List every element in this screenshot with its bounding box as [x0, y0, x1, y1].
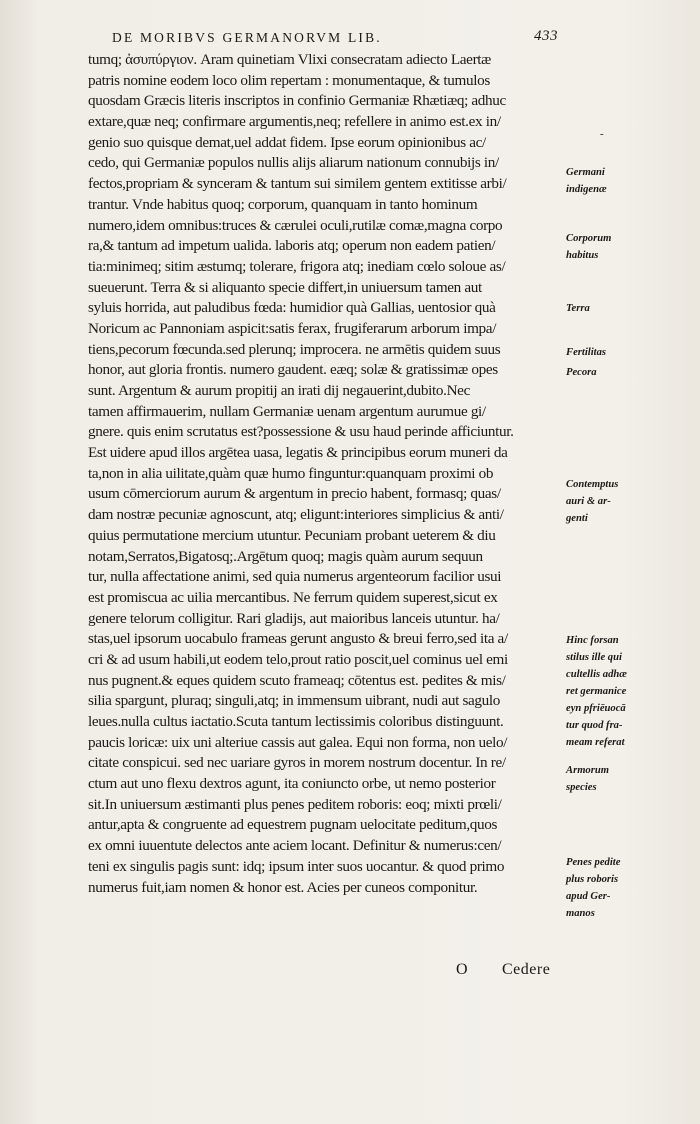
text-line: dam nostræ pecuniæ agnoscunt, atq; eligunt:interiores simplicius & anti/: [88, 506, 504, 524]
marginal-note-armorum: [566, 764, 686, 794]
text-line: sunt. Argentum & aurum propitij an irati dij negauerint,dubito.Nec: [88, 382, 470, 399]
catchword: Cedere: [502, 961, 551, 978]
text-line: Est uidere apud illos argētea uasa, legatis & principibus eorum muneri da: [88, 444, 508, 462]
text-line: silia spargunt, pluraq; singuli,atq; in immensum uibrant, nudi aut sagulo: [88, 692, 501, 710]
text-line: trantur. Vnde habitus quoq; corporum, quanquam in tanto hominum: [88, 195, 478, 213]
text-line: ex omni iuuentute delectos ante aciem locant. Definitur & numerus:cen/: [88, 837, 502, 855]
text-line: Noricum ac Pannoniam aspicit:satis ferax, frugiferarum arborum impa/: [88, 319, 497, 337]
marginal-line: Penes pedite: [566, 857, 621, 868]
text-line: numerus fuit,iam nomen & honor est. Acies per cuneos componitur.: [88, 878, 478, 896]
page-number: 433: [534, 28, 558, 44]
text-line: numero,idem omnibus:truces & cærulei oculi,rutilæ comæ,magna corpo: [88, 216, 503, 234]
marginal-line: ret germanice: [566, 686, 627, 697]
marginal-line: habitus: [566, 250, 599, 261]
text-line: patris nomine eodem loco olim repertam : monumentaque, & tumulos: [88, 71, 490, 89]
marginal-line: genti: [566, 513, 588, 524]
marginal-line: Corporum: [566, 233, 612, 244]
text-line: tia:minimeq; sitim æstumq; tolerare, frigora atq; inediam cœlo soloue as/: [88, 257, 506, 275]
text-line: genere telorum colligitur. Rari gladijs, aut maioribus lanceis utuntur. ha/: [88, 609, 500, 627]
text-line: tur, nulla affectatione animi, sed quia numerus argenteorum facilior usui: [88, 568, 502, 586]
marginal-note-fertilitas: [566, 346, 686, 359]
marginal-line: Contemptus: [566, 479, 619, 490]
text-line: usum cōmerciorum aurum & argentum in precio habent, formasq; quas/: [88, 485, 501, 503]
running-title: DE MORIBVS GERMANORVM LIB.: [112, 30, 382, 45]
marginal-note-germani: [566, 166, 686, 196]
marginal-line: eyn pfriēuocā: [566, 703, 626, 714]
marginal-line: Armorum: [566, 765, 609, 776]
marginal-line: indigenæ: [566, 184, 607, 195]
marginal-line: species: [566, 782, 597, 793]
text-line: ctum aut uno flexu dextros agunt, ita coniuncto orbe, ut nemo posterior: [88, 775, 496, 793]
text-line: gnere. quis enim scrutatus est?possessione & usu haud perinde afficiuntur.: [88, 423, 514, 441]
marginal-line: auri & ar-: [566, 496, 611, 507]
marginal-line: apud Ger-: [566, 891, 611, 902]
text-line: antur,apta & congruente ad equestrem pugnam uelocitate peditum,quos: [88, 816, 498, 834]
text-line: leues.nulla cultus iactatio.Scuta tantum lectissimis coloribus distinguunt.: [88, 713, 504, 730]
text-line: tumq; ἀσυπύργιον. Aram quinetiam Vlixi consecratam adiecto Laertæ: [88, 51, 491, 68]
signature-mark: O: [456, 961, 469, 978]
text-line: paucis loricæ: uix uni alteriue cassis aut galea. Equi non forma, non uelo/: [88, 733, 508, 751]
text-line: sueuerunt. Terra & si aliquanto specie differt,in uniuersum tamen aut: [88, 278, 482, 296]
text-line: genio suo quisque demat,uel addat fidem. Ipse eorum opinionibus ac/: [88, 133, 486, 151]
marginal-line: Terra: [566, 303, 590, 314]
text-line: cedo, qui Germaniæ populos nullis alijs aliarum nationum connubijs in/: [88, 154, 499, 172]
text-line: ta,non in alia uilitate,quàm quæ humo finguntur:quanquam proximi ob: [88, 464, 494, 482]
marginal-note-contemptus: [566, 478, 686, 525]
marginal-line: stilus ille qui: [566, 652, 622, 663]
marginal-line: Germani: [566, 167, 605, 178]
marginal-note-pecora: [566, 366, 686, 379]
text-line: notam,Serratos,Bigatosq;.Argētum quoq; magis quàm aurum sequun: [88, 547, 483, 565]
text-line: stas,uel ipsorum uocabulo frameas gerunt angusto & breui ferro,sed ita a/: [88, 630, 508, 648]
marginal-note-hinc-forsan: [566, 634, 686, 749]
text-line: syluis horrida, aut paludibus fœda: humidior quà Gallias, uentosior quà: [88, 299, 496, 317]
marginal-line: manos: [566, 908, 595, 919]
text-line: fectos,propriam & synceram & tantum sui similem gentem extitisse arbi/: [88, 175, 507, 193]
text-line: teni ex singulis pagis sunt: idq; ipsum inter suos uocantur. & quod primo: [88, 857, 505, 875]
marginal-line: Pecora: [566, 367, 597, 378]
text-line: tamen affirmauerim, nullam Germaniæ uenam argentum aurumue gi/: [88, 402, 486, 420]
text-line: nus pugnent.& eques quidem scuto frameaq; cōtentus est. pedites & mis/: [88, 671, 506, 689]
marginal-line: Fertilitas: [566, 347, 607, 358]
main-text-block: [88, 50, 562, 898]
marginal-line: tur quod fra-: [566, 720, 623, 731]
marginal-line: Hinc forsan: [566, 635, 619, 646]
text-line: cri & ad usum habili,ut eodem telo,prout ratio poscit,uel cominus uel emi: [88, 650, 508, 668]
text-line: extare,quæ neq; confirmare argumentis,neq; refellere in animo est.ex in/: [88, 113, 501, 131]
text-line: sit.In uniuersum æstimanti plus penes peditem roboris: eoq; mixti prœli/: [88, 795, 502, 813]
text-line: quosdam Græcis literis inscriptos in confinio Germaniæ Rhætiæq; adhuc: [88, 92, 506, 110]
catchword-line: [456, 961, 550, 979]
margin-mark: -: [600, 128, 604, 140]
marginal-line: meam referat: [566, 737, 625, 748]
marginal-note-corporum: [566, 232, 686, 262]
marginal-note-terra: [566, 302, 686, 315]
text-line: citate conspicui. sed nec uariare gyros in morem nostrum docentur. In re/: [88, 754, 506, 772]
marginal-note-penes: [566, 856, 686, 920]
text-line: ra,& tantum ad impetum ualida. laboris atq; operum non eadem patien/: [88, 237, 496, 255]
text-line: quius permutatione mercium utuntur. Pecuniam probant ueterem & diu: [88, 526, 496, 544]
text-line: honor, aut gloria frontis. numero gaudent. eæq; solæ & gratissimæ opes: [88, 361, 498, 379]
text-line: tiens,pecorum fœcunda.sed plerunq; improcera. ne armētis quidem suus: [88, 340, 501, 358]
marginal-line: cultellis adhæ: [566, 669, 627, 680]
text-line: est promiscua ac uilia mercantibus. Ne ferrum quidem superest,sicut ex: [88, 588, 498, 606]
marginal-line: plus roboris: [566, 874, 619, 885]
